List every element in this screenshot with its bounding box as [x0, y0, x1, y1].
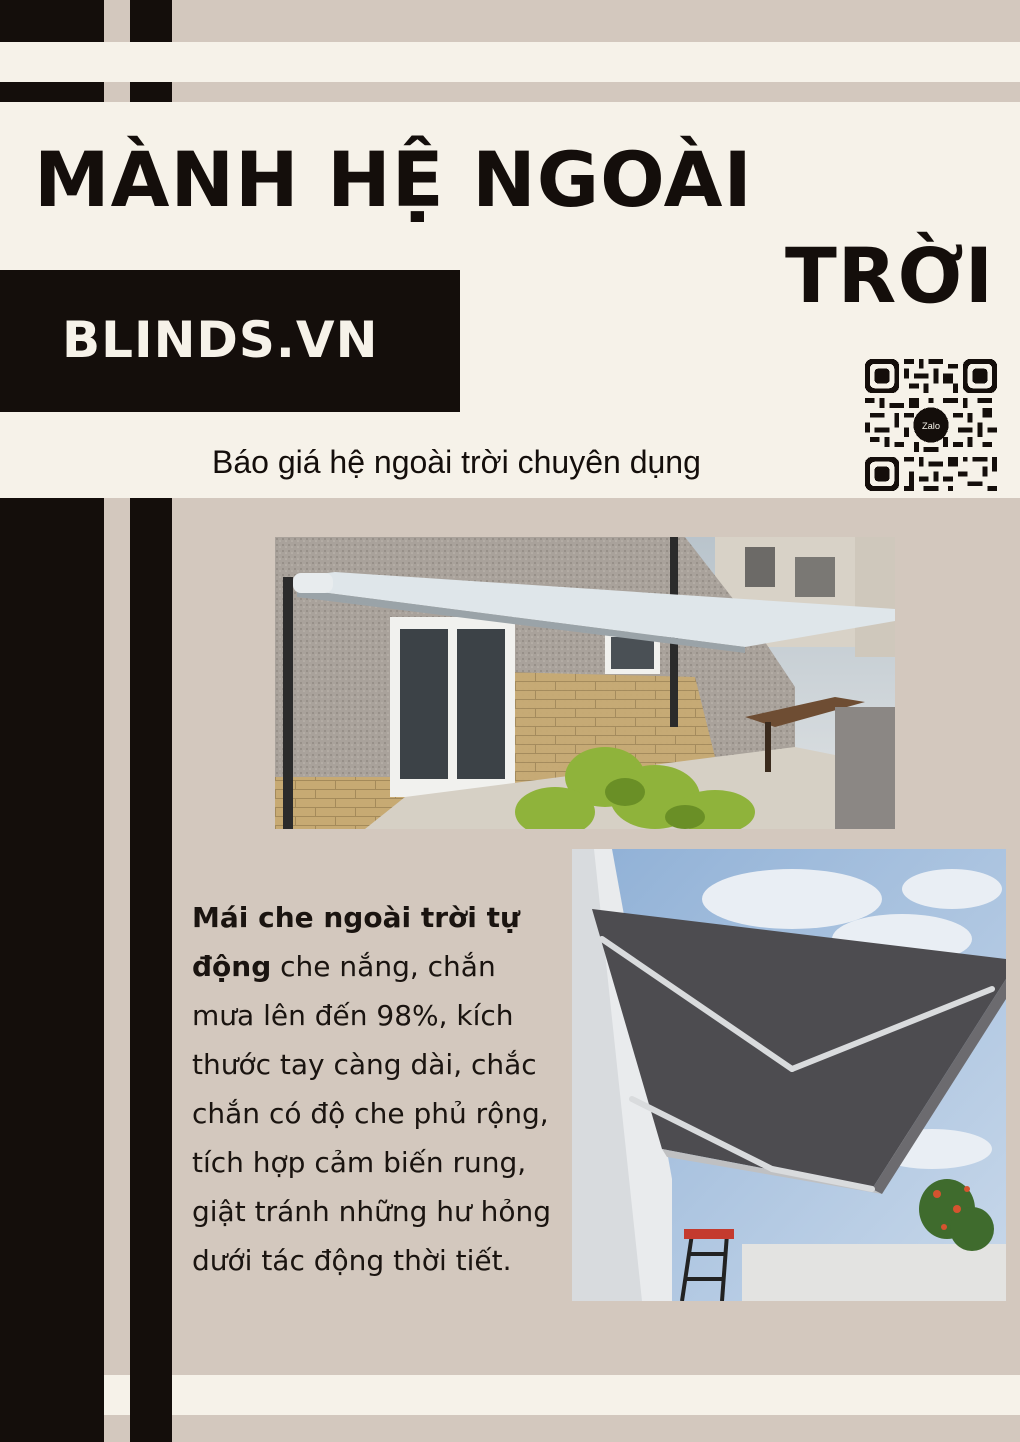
decor-bar [0, 1375, 104, 1415]
subtitle: Báo giá hệ ngoài trời chuyên dụng [212, 444, 701, 480]
decor-bar [130, 1375, 172, 1415]
awning-terrace-photo [275, 537, 895, 829]
description-text: che nắng, chắn mưa lên đến 98%, kích thước tay càng dài, chắc chắn có độ che phủ rộng, tích hợp cảm biến rung, giật tránh những hư hỏng dưới tác động thời tiết. [192, 950, 552, 1277]
qr-code-icon[interactable] [860, 354, 1002, 496]
decor-bar [0, 498, 104, 1442]
title-line-2: TRỜI [784, 231, 994, 320]
decor-bar [130, 0, 172, 42]
top-cream-stripe [0, 42, 1020, 82]
awning-underside-photo [572, 849, 1006, 1301]
decor-bar [0, 0, 104, 42]
decor-bar [0, 82, 104, 102]
qr-center-label: Zalo [921, 420, 941, 431]
decor-bar [130, 498, 172, 1442]
description-highlight: Mái che ngoài trời tự động [192, 901, 520, 983]
decor-bar [130, 82, 172, 102]
product-description [192, 893, 552, 1285]
brand-name: BLINDS.VN [62, 311, 379, 369]
title-line-1: MÀNH HỆ NGOÀI [34, 135, 753, 224]
